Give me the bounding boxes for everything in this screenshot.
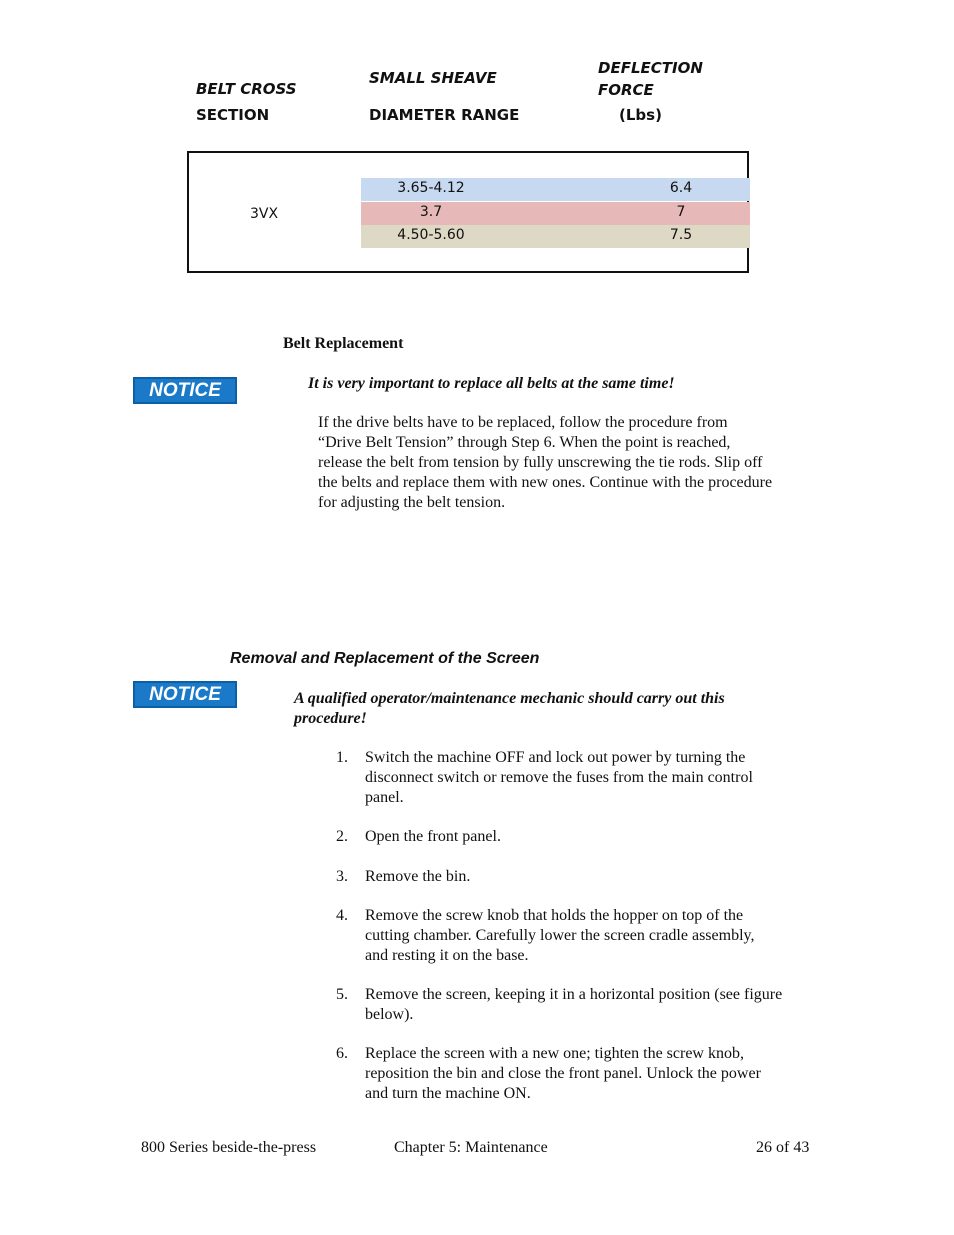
- deflection-force-cell: 6.4: [669, 180, 693, 196]
- paragraph-line: the belts and replace them with new ones. Continue with the procedure: [318, 474, 773, 491]
- step-line: Remove the screen, keeping it in a horizontal position (see figure: [365, 986, 783, 1003]
- belt-replacement-paragraph: [318, 413, 818, 513]
- paragraph-line: If the drive belts have to be replaced, follow the procedure from: [318, 414, 728, 431]
- table-row: [361, 178, 750, 201]
- belt-section-cell: 3VX: [250, 206, 279, 222]
- notice-text-1: It is very important to replace all belts at the same time!: [308, 375, 675, 392]
- step-number: 2.: [336, 828, 348, 845]
- step-text: [365, 867, 815, 887]
- step-line: Switch the machine OFF and lock out power by turning the: [365, 749, 746, 766]
- step-text: [365, 827, 815, 847]
- notice-badge-2: NOTICE: [133, 681, 237, 708]
- step-number: 3.: [336, 868, 348, 885]
- notice-badge-1: NOTICE: [133, 377, 237, 404]
- step-text: [365, 748, 815, 808]
- deflection-force-cell: 7.5: [669, 227, 693, 243]
- step-line: Remove the bin.: [365, 868, 471, 885]
- step-number: 5.: [336, 986, 348, 1003]
- header-belt-cross: BELT CROSS: [196, 80, 297, 98]
- header-force: FORCE: [598, 81, 654, 99]
- step-line: and resting it on the base.: [365, 947, 529, 964]
- step-text: [365, 906, 815, 966]
- diameter-range-cell: 3.7: [419, 203, 443, 220]
- header-section: SECTION: [196, 106, 270, 124]
- step-line: reposition the bin and close the front panel. Unlock the power: [365, 1065, 761, 1082]
- paragraph-line: for adjusting the belt tension.: [318, 494, 506, 511]
- belt-replacement-title: Belt Replacement: [283, 335, 404, 352]
- step-text: [365, 1044, 815, 1104]
- table-row: [361, 225, 750, 248]
- table-row: [361, 202, 750, 225]
- step-line: below).: [365, 1006, 414, 1023]
- screen-section-title: Removal and Replacement of the Screen: [230, 650, 540, 667]
- step-line: Open the front panel.: [365, 828, 501, 845]
- deflection-table: [187, 151, 749, 273]
- paragraph-line: “Drive Belt Tension” through Step 6. When the point is reached,: [318, 434, 731, 451]
- step-line: panel.: [365, 789, 404, 806]
- step-line: disconnect switch or remove the fuses from the main control: [365, 769, 753, 786]
- step-line: and turn the machine ON.: [365, 1085, 531, 1102]
- step-line: Remove the screw knob that holds the hopper on top of the: [365, 907, 744, 924]
- header-diameter-range: DIAMETER RANGE: [369, 106, 520, 124]
- footer-left: 800 Series beside-the-press: [141, 1139, 317, 1156]
- paragraph-line: release the belt from tension by fully unscrewing the tie rods. Slip off: [318, 454, 763, 471]
- step-number: 1.: [336, 749, 348, 766]
- diameter-range-cell: 3.65-4.12: [397, 180, 465, 196]
- deflection-force-cell: 7: [676, 203, 686, 220]
- footer-center: Chapter 5: Maintenance: [394, 1139, 548, 1156]
- header-small-sheave: SMALL SHEAVE: [369, 69, 497, 87]
- step-line: cutting chamber. Carefully lower the screen cradle assembly,: [365, 927, 755, 944]
- header-deflection: DEFLECTION: [598, 59, 703, 77]
- step-number: 6.: [336, 1045, 348, 1062]
- notice-text-2-line2: procedure!: [294, 710, 367, 727]
- diameter-range-cell: 4.50-5.60: [397, 227, 465, 243]
- header-lbs: (Lbs): [619, 106, 662, 124]
- step-number: 4.: [336, 907, 348, 924]
- step-line: Replace the screen with a new one; tighten the screw knob,: [365, 1045, 744, 1062]
- step-text: [365, 985, 815, 1025]
- notice-text-2-line1: A qualified operator/maintenance mechanic should carry out this: [294, 690, 725, 707]
- footer-page-number: 26 of 43: [756, 1139, 810, 1156]
